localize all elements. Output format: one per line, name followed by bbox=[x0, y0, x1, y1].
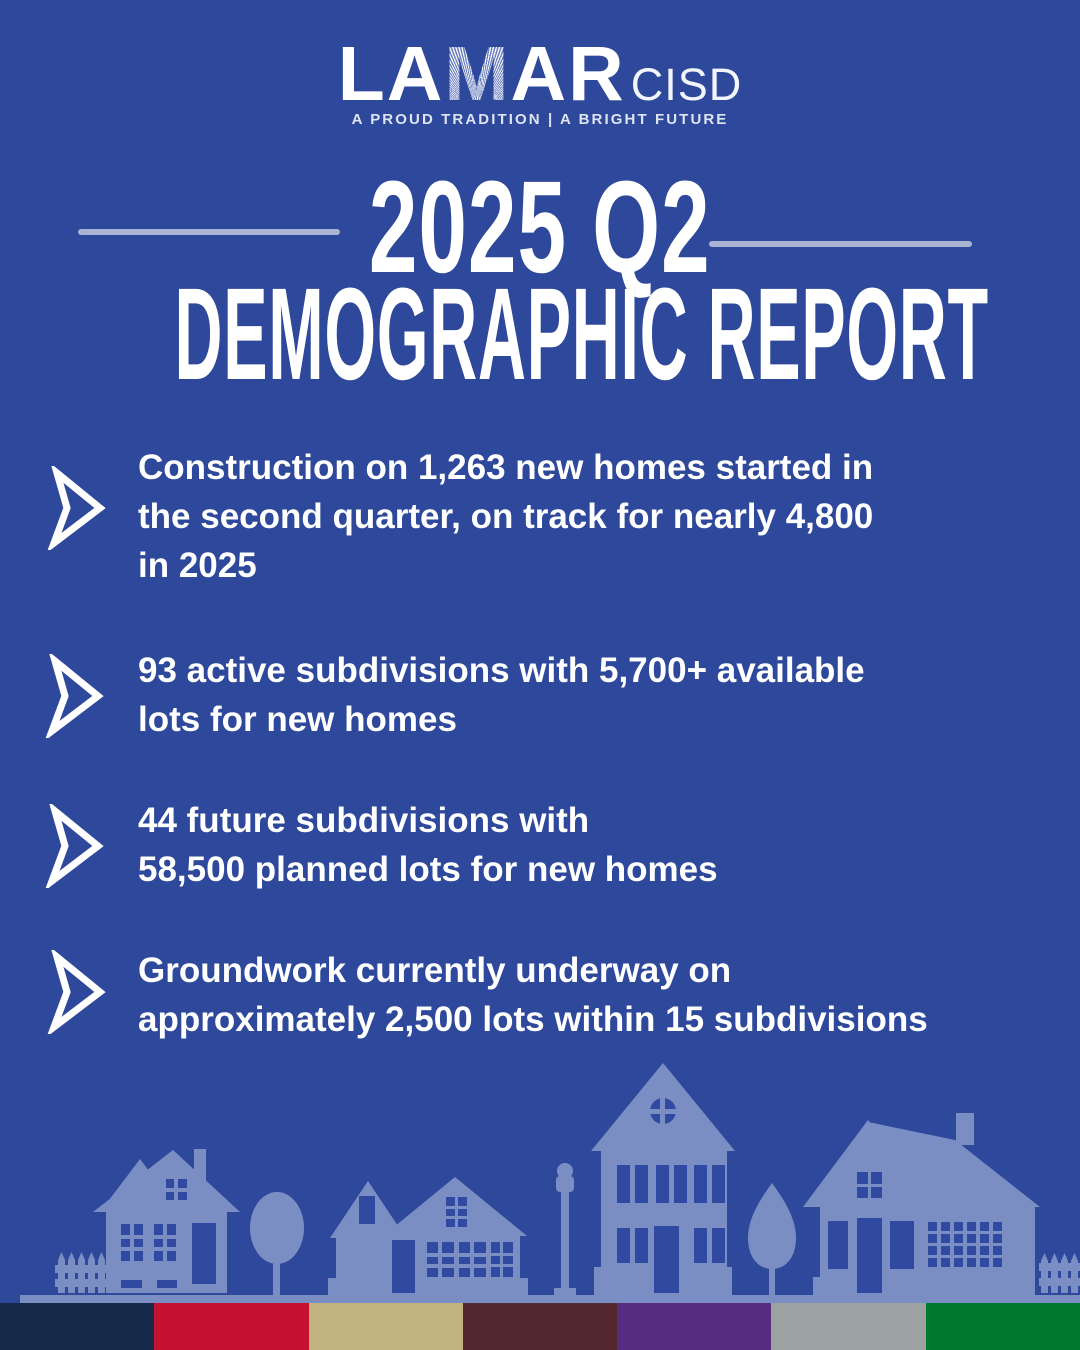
arrowhead-right-icon bbox=[44, 804, 104, 888]
bullet-line: lots for new homes bbox=[138, 700, 457, 739]
tree-teardrop bbox=[748, 1183, 796, 1295]
bullet-text bbox=[138, 646, 1038, 744]
footer-stripe bbox=[309, 1303, 463, 1350]
footer-stripe bbox=[154, 1303, 308, 1350]
logo-wordmark bbox=[337, 31, 743, 117]
bullet-line: 93 active subdivisions with 5,700+ available bbox=[138, 651, 865, 690]
arrowhead-right-icon bbox=[46, 466, 106, 550]
title-quarter: 2025 Q2 bbox=[369, 154, 711, 301]
neighborhood-skyline-illustration bbox=[0, 1060, 1080, 1303]
picket-fence-left bbox=[55, 1252, 107, 1293]
lamp-post bbox=[554, 1163, 576, 1295]
title-report: DEMOGRAPHIC REPORT bbox=[174, 261, 989, 408]
logo-text-cisd: CISD bbox=[630, 59, 743, 110]
bullet-line: the second quarter, on track for nearly 4,800 bbox=[138, 497, 874, 536]
bullet-line: 58,500 planned lots for new homes bbox=[138, 850, 718, 889]
logo-text-la: LA bbox=[337, 31, 445, 117]
footer-stripe bbox=[463, 1303, 617, 1350]
bullet-text bbox=[138, 946, 1038, 1044]
bullet-line: approximately 2,500 lots within 15 subdivisions bbox=[138, 1000, 928, 1039]
logo-text-ar: AR bbox=[510, 31, 626, 117]
bullet-text bbox=[138, 796, 1038, 894]
footer-stripe bbox=[771, 1303, 925, 1350]
lamar-cisd-logo bbox=[0, 31, 1080, 117]
picket-fence-right bbox=[1039, 1253, 1080, 1293]
house-silhouette bbox=[93, 1149, 240, 1293]
tree-round bbox=[250, 1192, 304, 1295]
bullet-line: 44 future subdivisions with bbox=[138, 801, 590, 840]
bullet-text bbox=[138, 443, 1038, 590]
logo-starburst-m: M bbox=[444, 31, 511, 117]
logo-tagline: A PROUD TRADITION | A BRIGHT FUTURE bbox=[351, 111, 729, 128]
bullet-line: Construction on 1,263 new homes started in bbox=[138, 448, 874, 487]
house-silhouette bbox=[328, 1177, 528, 1295]
footer-stripe bbox=[617, 1303, 771, 1350]
arrowhead-right-icon bbox=[46, 950, 106, 1034]
bullet-line: Groundwork currently underway on bbox=[138, 951, 732, 990]
footer-stripe bbox=[926, 1303, 1080, 1350]
ground-strip bbox=[20, 1295, 1080, 1303]
footer-stripe bbox=[0, 1303, 154, 1350]
arrowhead-right-icon bbox=[44, 654, 104, 738]
footer-color-stripes bbox=[0, 1303, 1080, 1350]
bullet-line: in 2025 bbox=[138, 546, 257, 585]
